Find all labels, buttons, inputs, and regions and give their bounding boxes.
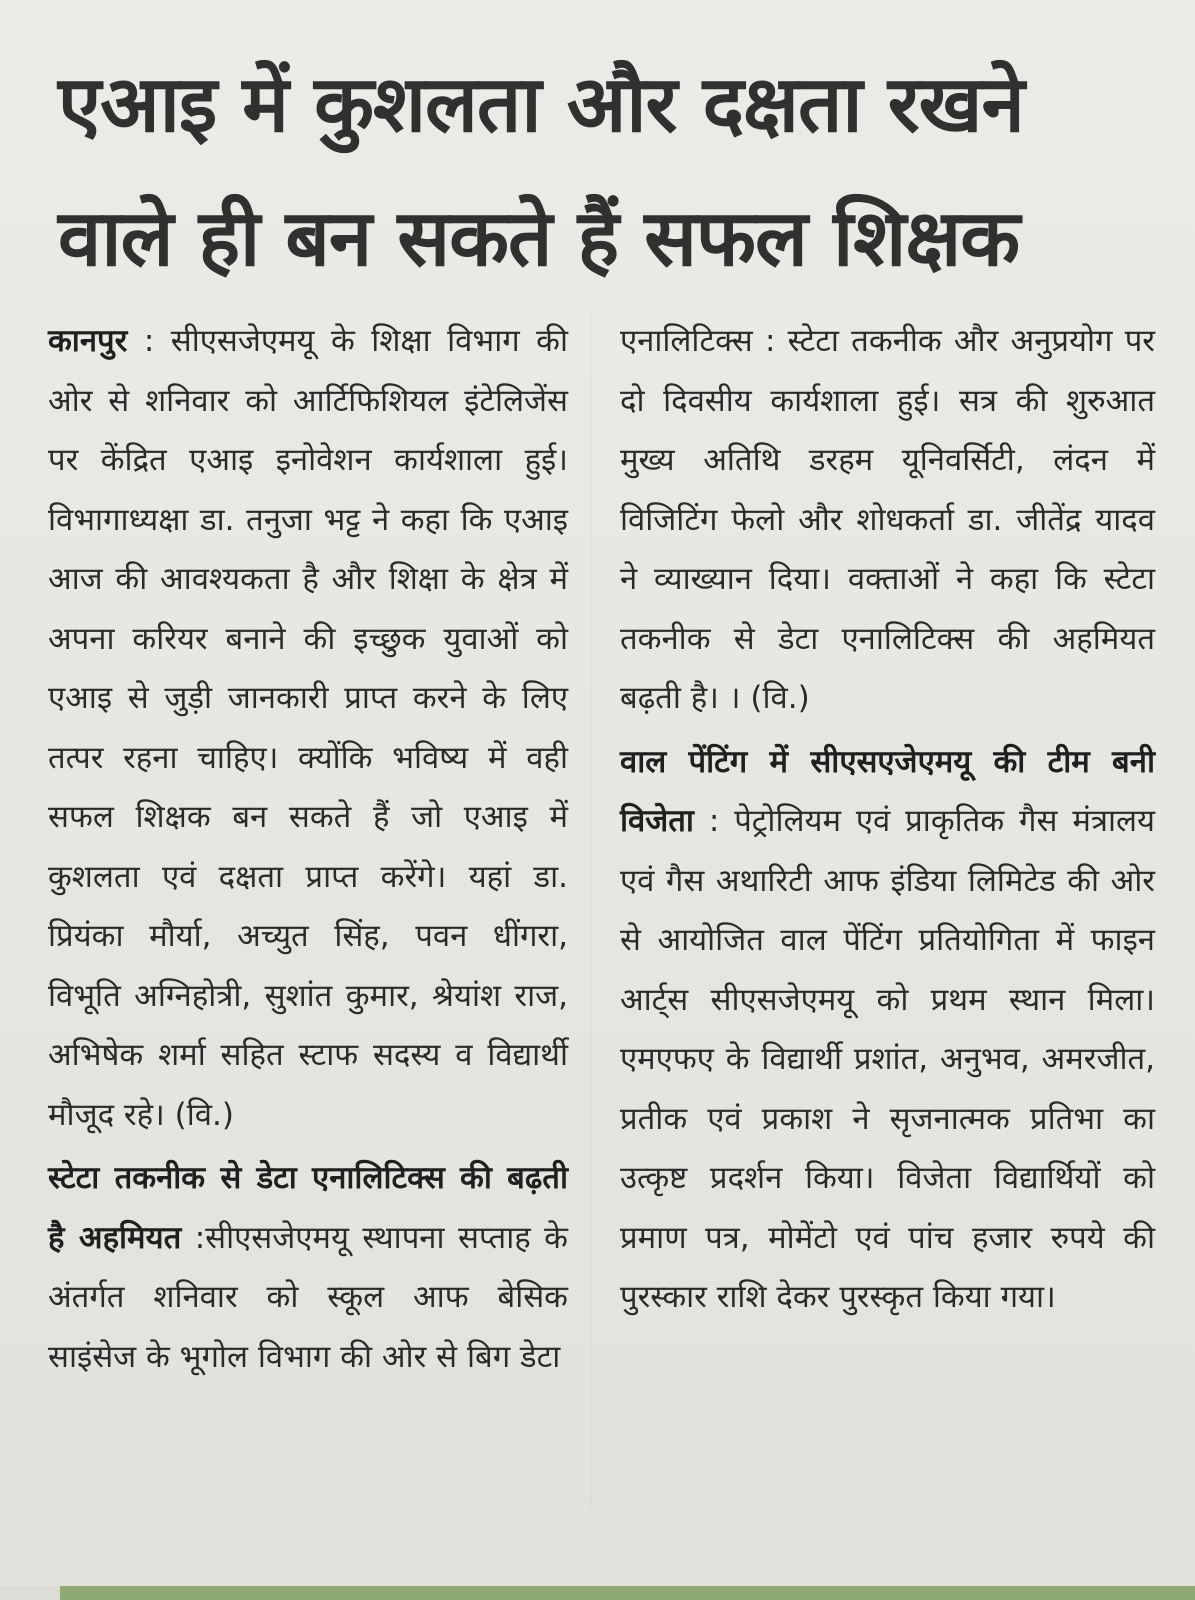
story2-lead: स्टेटा तकनीक से डेटा एनालिटिक्स की बढ़ती है अहमियत bbox=[48, 1160, 568, 1256]
story2-body-start: :सीएसजेएमयू स्थापना सप्ताह के अंतर्गत शनिवार को स्कूल आफ बेसिक साइंसेज के भूगोल विभाग की ओर से बिग डेटा bbox=[48, 1219, 568, 1375]
story3-paragraph bbox=[620, 733, 1155, 1328]
green-background-edge bbox=[0, 1586, 1195, 1600]
story3-body: पेट्रोलियम एवं प्राकृतिक गैस मंत्रालय एवं गैस अथारिटी आफ इंडिया लिमिटेड की ओर से आयोजित वाल पेंटिंग प्रतियोगिता में फाइन आर्ट्स सीएसजेएमयू को प्रथम स्थान मिला। एमएफए के विद्यार्थी प्रशांत, अनुभव, अमरजीत, प्रतीक एवं प्रकाश ने सृजनात्मक प्रतिभा का उत्कृष्ट प्रदर्शन किया। विजेता विद्यार्थियों को प्रमाण पत्र, मोमेंटो एवं पांच हजार रुपये की पुरस्कार राशि देकर पुरस्कृत किया गया। bbox=[620, 803, 1155, 1315]
left-column bbox=[48, 312, 568, 1387]
headline-line-1: एआइ में कुशलता और दक्षता रखने bbox=[58, 60, 1024, 150]
paper-edge bbox=[0, 1586, 60, 1600]
column-divider bbox=[590, 310, 591, 1510]
story1-paragraph bbox=[48, 312, 568, 1145]
story2-paragraph bbox=[48, 1149, 568, 1387]
story3-lead: वाल पेंटिंग में सीएसएजेएमयू की टीम बनी विजेता bbox=[620, 743, 1155, 839]
dateline-separator: : bbox=[127, 323, 171, 359]
story3-separator: : bbox=[693, 803, 735, 839]
headline-line-2: वाले ही बन सकते हैं सफल शिक्षक bbox=[58, 194, 1020, 284]
story2-continuation: एनालिटिक्स : स्टेटा तकनीक और अनुप्रयोग पर दो दिवसीय कार्यशाला हुई। सत्र की शुरुआत मुख्य अतिथि डरहम यूनिवर्सिटी, लंदन में विजिटिंग फेलो और शोधकर्ता डा. जीतेंद्र यादव ने व्याख्यान दिया। वक्ताओं ने कहा कि स्टेटा तकनीक से डेटा एनालिटिक्स की अहमियत बढ़ती है। । (वि.) bbox=[620, 323, 1155, 716]
article-headline bbox=[58, 38, 1168, 306]
dateline: कानपुर bbox=[48, 323, 128, 359]
story1-body: सीएसजेएमयू के शिक्षा विभाग की ओर से शनिवार को आर्टिफिशियल इंटेलिजेंस पर केंद्रित एआइ इनोवेशन कार्यशाला हुई। विभागाध्यक्षा डा. तनुजा भट्ट ने कहा कि एआइ आज की आवश्यकता है और शिक्षा के क्षेत्र में अपना करियर बनाने की इच्छुक युवाओं को एआइ से जुड़ी जानकारी प्राप्त करने के लिए तत्पर रहना चाहिए। क्योंकि भविष्य में वही सफल शिक्षक बन सकते हैं जो एआइ में कुशलता एवं दक्षता प्राप्त करेंगे। यहां डा. प्रियंका मौर्या, अच्युत सिंह, पवन धींगरा, विभूति अग्निहोत्री, सुशांत कुमार, श्रेयांश राज, अभिषेक शर्मा सहित स्टाफ सदस्य व विद्यार्थी मौजूद रहे। (वि.) bbox=[48, 323, 568, 1133]
right-column bbox=[620, 312, 1155, 1328]
